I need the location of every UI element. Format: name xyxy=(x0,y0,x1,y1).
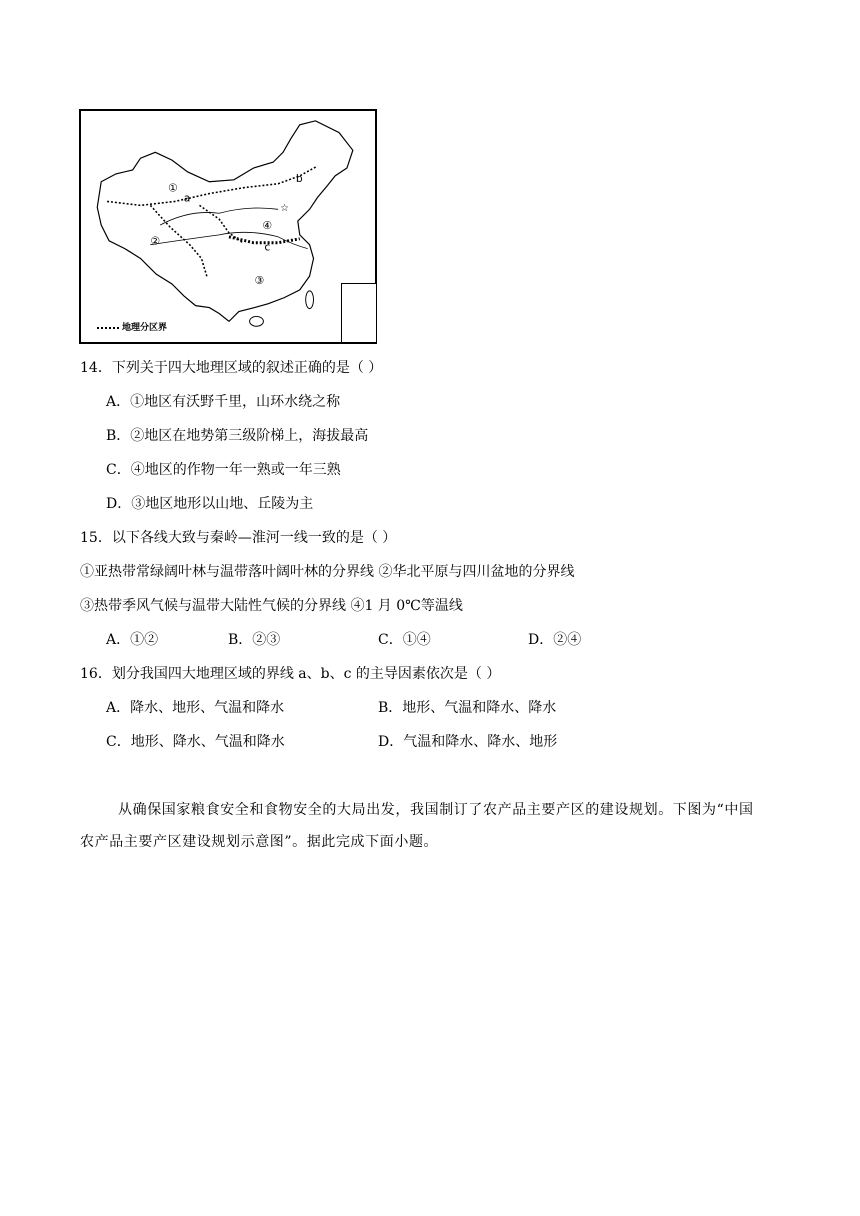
q15-statements-1: ①亚热带常绿阔叶林与温带落叶阔叶林的分界线 ②华北平原与四川盆地的分界线 xyxy=(80,564,575,580)
q14-option-d: D．③地区地形以山地、丘陵为主 xyxy=(106,496,314,512)
svg-text:☆: ☆ xyxy=(280,203,289,215)
q16-option-c: C．地形、降水、气温和降水 xyxy=(106,734,285,750)
map-label-4: ④ xyxy=(262,218,273,232)
q14-option-b: B．②地区在地势第三级阶梯上，海拔最高 xyxy=(106,428,369,444)
q15-option-b: B．②③ xyxy=(228,632,281,648)
china-regions-map xyxy=(79,109,377,344)
q15-stem: 15．以下各线大致与秦岭—淮河一线一致的是（ ） xyxy=(80,530,397,546)
map-label-a: a xyxy=(183,191,191,205)
south-china-sea-inset xyxy=(341,283,377,343)
passage-line-1: 从确保国家粮食安全和食物安全的大局出发，我国制订了农产品主要产区的建设规划。下图为“中国 xyxy=(118,802,754,818)
map-drawing xyxy=(81,111,375,342)
q16-stem: 16．划分我国四大地理区域的界线 a、b、c 的主导因素依次是（ ） xyxy=(80,666,501,682)
q15-option-c: C．①④ xyxy=(378,632,431,648)
map-label-c: c xyxy=(264,240,271,254)
map-label-2: ② xyxy=(150,234,161,248)
q16-option-b: B．地形、气温和降水、降水 xyxy=(378,700,557,716)
q14-stem: 14．下列关于四大地理区域的叙述正确的是（ ） xyxy=(80,360,383,376)
map-legend: 地理分区界 xyxy=(97,320,167,333)
q15-option-a: A．①② xyxy=(106,632,159,648)
q15-option-d: D．②④ xyxy=(528,632,582,648)
q15-statements-2: ③热带季风气候与温带大陆性气候的分界线 ④1 月 0℃等温线 xyxy=(80,598,463,614)
q14-option-a: A．①地区有沃野千里，山环水绕之称 xyxy=(106,394,341,410)
map-label-b: b xyxy=(295,171,303,185)
q14-option-c: C．④地区的作物一年一熟或一年三熟 xyxy=(106,462,341,478)
passage-line-2: 农产品主要产区建设规划示意图”。据此完成下面小题。 xyxy=(80,834,439,850)
q16-option-a: A．降水、地形、气温和降水 xyxy=(106,700,285,716)
map-label-3: ③ xyxy=(254,274,265,288)
q16-option-d: D．气温和降水、降水、地形 xyxy=(378,734,558,750)
map-label-1: ① xyxy=(168,181,178,195)
